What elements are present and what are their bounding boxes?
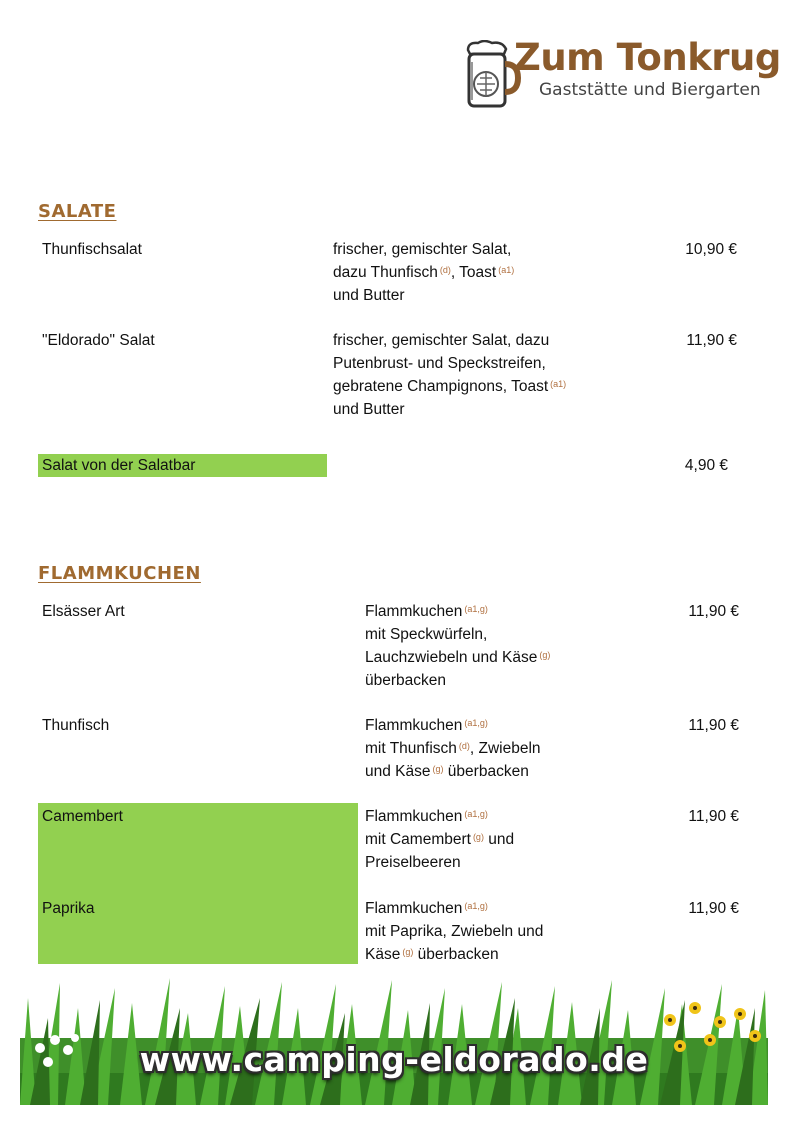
allergen-note: (a1,g) xyxy=(464,901,488,911)
allergen-note: (d) xyxy=(439,265,451,275)
allergen-note: (a1,g) xyxy=(464,809,488,819)
item-price: 10,90 € xyxy=(685,241,737,258)
allergen-note: (g) xyxy=(472,832,484,842)
section-title-flammkuchen: FLAMMKUCHEN xyxy=(38,563,201,584)
allergen-note: (a1,g) xyxy=(464,604,488,614)
section-title-salate: SALATE xyxy=(38,201,117,222)
item-price: 11,90 € xyxy=(686,332,737,349)
item-description: frischer, gemischter Salat, dazu Putenbrust- und Speckstreifen, gebratene Champignons, Toast $^{(a1)}$ und Butter xyxy=(333,332,567,418)
logo xyxy=(462,36,781,116)
allergen-note: (a1,g) xyxy=(464,718,488,728)
allergen-note: (g) xyxy=(432,764,444,774)
allergen-note: (g) xyxy=(539,650,551,660)
logo-subtitle: Gaststätte und Biergarten xyxy=(539,80,761,100)
item-price: 11,90 € xyxy=(688,808,739,825)
item-price: 4,90 € xyxy=(684,457,728,474)
item-name: Thunfisch xyxy=(42,717,110,734)
item-description: frischer, gemischter Salat, dazu Thunfisch $^{(d)}$, Toast $^{(a1)}$ und Butter xyxy=(333,241,515,304)
item-name: Camembert xyxy=(42,808,123,825)
allergen-note: (g) xyxy=(402,947,414,957)
item-description: Flammkuchen $^{(a1,g)}$ mit Paprika, Zwiebeln und Käse $^{(g)}$ überbacken xyxy=(365,900,544,963)
item-name: Salat von der Salatbar xyxy=(42,457,196,474)
allergen-note: (a1) xyxy=(498,265,515,275)
logo-title: Zum Tonkrug xyxy=(514,36,781,79)
footer-banner xyxy=(20,978,768,1105)
beer-mug-icon xyxy=(462,40,522,112)
item-name: "Eldorado" Salat xyxy=(42,332,155,349)
allergen-note: (d) xyxy=(458,741,470,751)
item-price: 11,90 € xyxy=(688,717,739,734)
footer-url[interactable]: www.camping-eldorado.de xyxy=(139,1040,649,1079)
item-name: Thunfischsalat xyxy=(42,241,142,258)
item-price: 11,90 € xyxy=(688,603,739,620)
item-description: Flammkuchen $^{(a1,g)}$ mit Speckwürfeln, Lauchzwiebeln und Käse $^{(g)}$ überbacken xyxy=(365,603,551,689)
item-name: Paprika xyxy=(42,900,95,917)
item-description: Flammkuchen $^{(a1,g)}$ mit Camembert $^{(g)}$ und Preiselbeeren xyxy=(365,808,515,871)
item-name: Elsässer Art xyxy=(42,603,125,620)
item-description: Flammkuchen $^{(a1,g)}$ mit Thunfisch $^{(d)}$, Zwiebeln und Käse $^{(g)}$ überbacken xyxy=(365,717,541,780)
item-price: 11,90 € xyxy=(688,900,739,917)
allergen-note: (a1) xyxy=(550,379,567,389)
